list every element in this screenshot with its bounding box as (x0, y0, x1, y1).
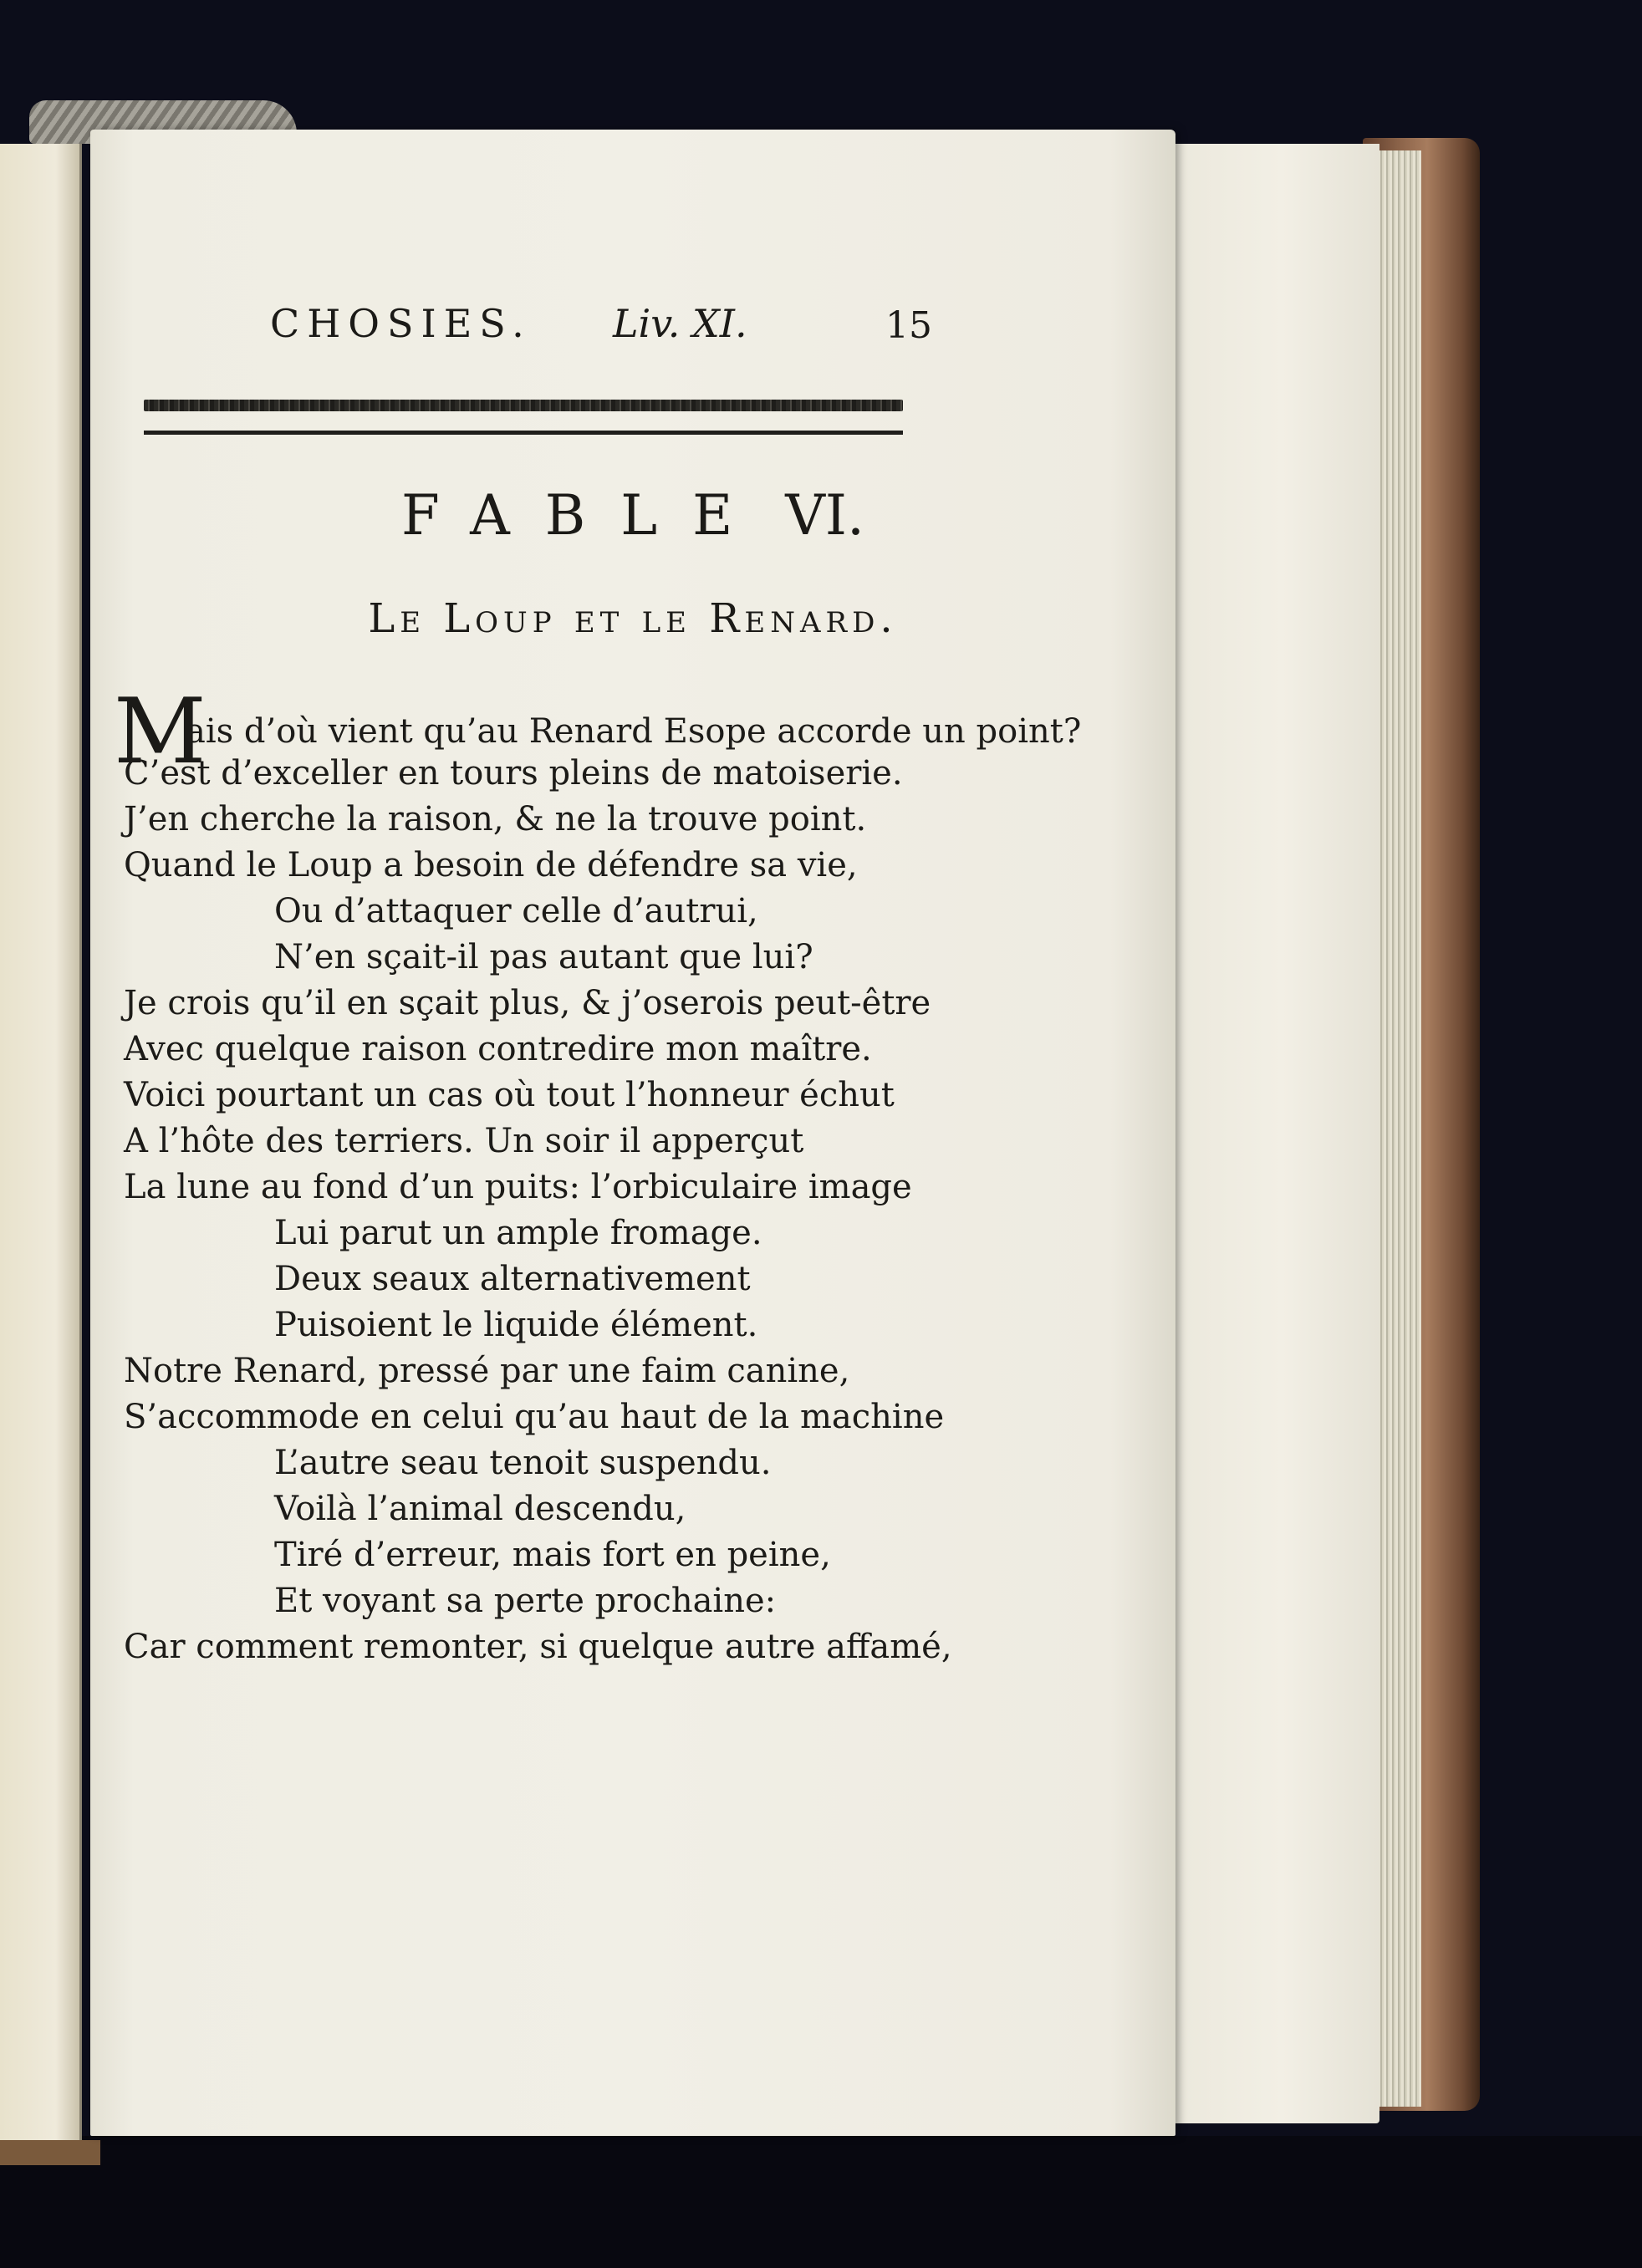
verse-line: Voilà l’animal descendu, (274, 1490, 686, 1528)
verse-line: La lune au fond d’un puits: l’orbiculaire image (124, 1168, 912, 1206)
verse-line: ais d’où vient qu’au Renard Esope accorde un point? (186, 712, 1082, 751)
verse-line: S’accommode en celui qu’au haut de la machine (124, 1398, 945, 1436)
verse-line: N’en sçait-il pas autant que lui? (274, 938, 813, 976)
verse-line: Deux seaux alternativement (274, 1260, 751, 1298)
drop-cap: M (114, 680, 207, 784)
verse-line: Voici pourtant un cas où tout l’honneur échut (124, 1076, 895, 1114)
verse-line: Lui parut un ample fromage. (274, 1214, 762, 1252)
verse-line: Je crois qu’il en sçait plus, & j’oserois peut-être (124, 984, 931, 1022)
running-head-title: CHOSIES. (270, 301, 532, 346)
verse-line: Et voyant sa perte prochaine: (274, 1582, 777, 1620)
verse-line: Avec quelque raison contredire mon maître. (124, 1030, 872, 1068)
fable-number: VI. (785, 483, 864, 548)
verse-line: Notre Renard, pressé par une faim canine, (124, 1352, 850, 1390)
verse-line: Quand le Loup a besoin de défendre sa vie, (124, 846, 858, 884)
running-head-book: Liv. XI. (613, 301, 747, 346)
page-number: 15 (885, 304, 932, 347)
verse-line: L’autre seau tenoit suspendu. (274, 1444, 772, 1482)
verse-line: Puisoient le liquide élément. (274, 1306, 758, 1344)
verse-line: J’en cherche la raison, & ne la trouve point. (124, 800, 867, 838)
fable-title: Le Loup et le Renard. (368, 595, 898, 642)
verse-line: C’est d’exceller en tours pleins de matoiserie. (124, 754, 903, 793)
verse-line: Tiré d’erreur, mais fort en peine, (274, 1536, 831, 1574)
verse-line: Car comment remonter, si quelque autre affamé, (124, 1628, 952, 1666)
verse-line: Ou d’attaquer celle d’autrui, (274, 892, 758, 930)
fable-word: FABLE (401, 483, 768, 548)
verse-line: A l’hôte des terriers. Un soir il apperçut (124, 1122, 804, 1160)
